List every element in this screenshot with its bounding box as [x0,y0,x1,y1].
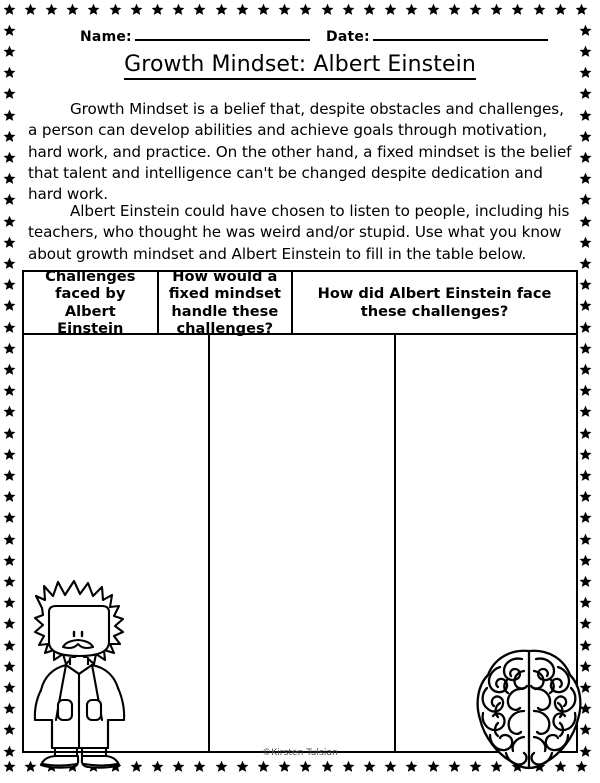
star-border-right [579,448,592,461]
intro-paragraph-2: Albert Einstein could have chosen to listen to people, including his teachers, who thought he was weird and/or stupid. Use what you know about growth mindset and Albert Einstein to fill in the table below. [28,202,570,263]
star-border-left [3,24,16,37]
answer-cell-fixed-mindset[interactable] [208,335,396,753]
table-header-row [24,267,576,337]
star-border-left [3,448,16,461]
star-border-right [579,575,592,588]
star-border-right [579,299,592,312]
einstein-cartoon-illustration [22,570,147,770]
star-border-top [3,3,16,16]
star-border-left [3,215,16,228]
star-border-right [579,511,592,524]
star-border-left [3,639,16,652]
date-label: Date: [326,29,370,45]
star-border-right [579,172,592,185]
table-header-fixed-mindset: How would a fixed mindset handle these challenges? [157,272,294,333]
star-border-right [579,490,592,503]
star-border-left [3,342,16,355]
table-header-einstein-response: How did Albert Einstein face these challenges? [317,285,552,320]
star-border-left [3,193,16,206]
star-border-left [3,745,16,758]
star-border-right [579,193,592,206]
star-border-right [579,151,592,164]
star-border-right [579,87,592,100]
page-title [22,52,578,77]
star-border-left [3,575,16,588]
star-border-right [579,405,592,418]
star-border-left [3,405,16,418]
star-border-left [3,257,16,270]
intro-paragraph-1: Growth Mindset is a belief that, despite obstacles and challenges, a person can develop abilities and achieve goals through motivation, hard work, and practice. On the other hand, a fixed mindset is the belief that talent and intelligence can't be changed despite dedication and hard work. [28,100,572,204]
star-border-left [3,278,16,291]
star-border-left [3,66,16,79]
star-border-left [3,490,16,503]
star-border-right [579,236,592,249]
star-border-left [3,723,16,736]
star-border-left [3,617,16,630]
star-border-left [3,533,16,546]
star-border-right [579,427,592,440]
star-border-left [3,681,16,694]
star-border-left [3,299,16,312]
star-border-right [579,109,592,122]
star-border-left [3,236,16,249]
star-border-left [3,427,16,440]
star-border-bottom [3,760,16,773]
page-title-text: Growth Mindset: Albert Einstein [124,52,476,80]
star-border-left [3,109,16,122]
star-border-right [579,363,592,376]
table-header-challenges: Challenges faced by Albert Einstein [45,267,136,337]
star-border-left [3,660,16,673]
name-write-in-line[interactable] [135,38,310,41]
copyright-credit: ©Kirsten Tulsian [262,748,338,758]
brain-illustration [470,645,588,770]
star-border-right [579,342,592,355]
date-write-in-line[interactable] [373,38,548,41]
star-border-right [579,533,592,546]
star-border-right [579,554,592,567]
star-border-right [579,45,592,58]
name-date-line [80,29,550,45]
star-border-left [3,151,16,164]
star-border-right [579,66,592,79]
star-border-left [3,87,16,100]
star-border-left [3,363,16,376]
star-border-left [3,702,16,715]
star-border-right [579,384,592,397]
star-border-right [579,257,592,270]
star-border-left [3,45,16,58]
star-border-right [579,278,592,291]
star-border-left [3,596,16,609]
name-label: Name: [80,29,132,45]
star-border-left [3,172,16,185]
star-border-left [3,384,16,397]
star-border-right [579,617,592,630]
star-border-right [579,469,592,482]
star-border-left [3,469,16,482]
star-border-right [579,130,592,143]
star-border-left [3,554,16,567]
star-border-right [579,215,592,228]
star-border-left [3,321,16,334]
star-border-right [579,596,592,609]
star-border-left [3,130,16,143]
star-border-right [579,321,592,334]
star-border-left [3,511,16,524]
star-border-right [579,24,592,37]
